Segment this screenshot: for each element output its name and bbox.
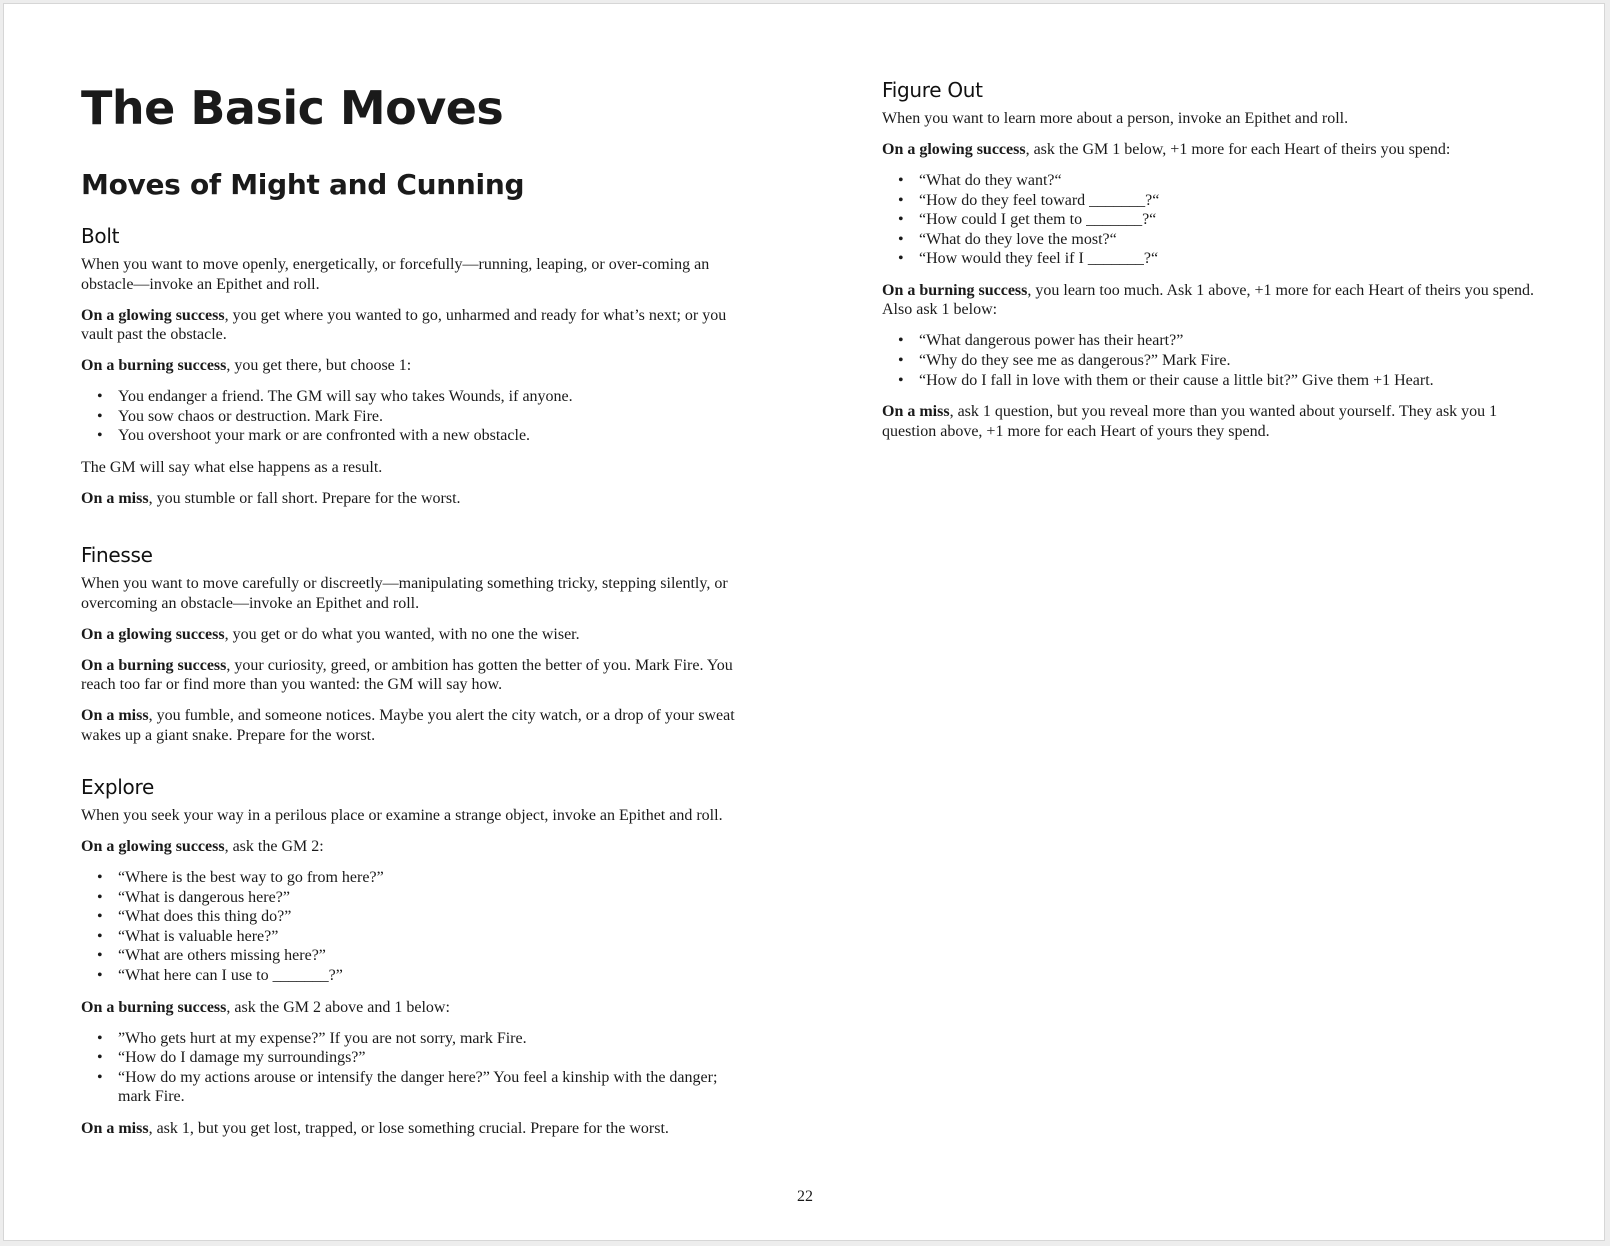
- list-item: [898, 371, 1542, 391]
- list-item-text: “How do they feel toward _______?“: [919, 191, 1160, 209]
- glowing-success: [81, 306, 741, 345]
- list-item-text: “What are others missing here?”: [118, 947, 326, 965]
- page-title: The Basic Moves: [81, 81, 504, 135]
- result-label: On a miss: [81, 707, 149, 724]
- list-item: [97, 966, 741, 986]
- list-item-text: “How do I damage my surroundings?”: [118, 1049, 366, 1067]
- bullet-icon: •: [898, 332, 904, 350]
- bullet-icon: •: [97, 966, 103, 984]
- bullet-icon: •: [898, 211, 904, 229]
- page-number: 22: [797, 1188, 813, 1205]
- miss-result: [81, 706, 741, 745]
- list-item-text: “How do I fall in love with them or their cause a little bit?” Give them +1 Heart.: [919, 371, 1434, 389]
- bullet-icon: •: [97, 1029, 103, 1047]
- list-item: [97, 1048, 741, 1068]
- list-item: [97, 407, 741, 427]
- move-name: Bolt: [81, 224, 120, 248]
- bullet-icon: •: [898, 172, 904, 189]
- result-note: The GM will say what else happens as a result.: [81, 458, 383, 476]
- result-label: On a glowing success: [81, 625, 225, 643]
- move-trigger: When you want to learn more about a person, invoke an Epithet and roll.: [882, 110, 1349, 127]
- list-item-text: You overshoot your mark or are confronted with a new obstacle.: [118, 427, 531, 445]
- miss-result: [81, 489, 741, 509]
- list-item: [898, 171, 1542, 191]
- move-figure-out: [882, 77, 1542, 453]
- result-label: On a miss: [81, 489, 149, 507]
- burning-success: [81, 356, 741, 376]
- bullet-icon: •: [898, 352, 904, 370]
- list-item-text: “What does this thing do?”: [118, 908, 292, 926]
- list-item-text: “What do they want?“: [919, 172, 1062, 189]
- list-item: [898, 249, 1542, 269]
- result-label: On a burning success: [81, 998, 227, 1016]
- list-item: [97, 888, 741, 908]
- bullet-icon: •: [97, 908, 103, 926]
- list-item-text: “What dangerous power has their heart?”: [919, 332, 1184, 350]
- list-item: [97, 387, 741, 407]
- result-text: , ask 1 question, but you reveal more than you wanted about yourself. They ask you 1 question above, +1 more for each Heart of yours they spend.: [882, 403, 1498, 440]
- bullet-icon: •: [898, 191, 904, 209]
- list-item: [898, 191, 1542, 211]
- result-text: , you fumble, and someone notices. Maybe you alert the city watch, or a drop of your sweat wakes up a giant snake. Prepare for the worst.: [81, 707, 735, 744]
- list-item-text: “How do my actions arouse or intensify the danger here?” You feel a kinship with the danger; mark Fire.: [118, 1068, 718, 1106]
- burning-success: [81, 998, 741, 1018]
- list-item: [97, 907, 741, 927]
- bullet-icon: •: [97, 927, 103, 945]
- result-label: On a glowing success: [81, 306, 225, 324]
- list-item-text: ”Who gets hurt at my expense?” If you are not sorry, mark Fire.: [118, 1029, 527, 1047]
- result-text: , ask the GM 2 above and 1 below:: [226, 998, 450, 1016]
- list-item: [898, 331, 1542, 351]
- result-label: On a miss: [882, 403, 950, 421]
- bullet-icon: •: [97, 1068, 103, 1086]
- list-item-text: “Why do they see me as dangerous?” Mark Fire.: [919, 352, 1231, 370]
- result-label: On a glowing success: [882, 141, 1026, 158]
- list-item-text: You sow chaos or destruction. Mark Fire.: [118, 407, 384, 425]
- glowing-success: [882, 140, 1542, 160]
- section-title: Moves of Might and Cunning: [81, 168, 525, 201]
- question-list: [81, 1029, 741, 1107]
- list-item: [898, 210, 1542, 230]
- list-item: [97, 1029, 741, 1049]
- list-item-text: “How could I get them to _______?“: [919, 211, 1157, 229]
- result-text: , you learn too much. Ask 1 above, +1 more for each Heart of theirs you spend. Also ask 1 below:: [882, 281, 1535, 319]
- result-label: On a burning success: [81, 656, 227, 674]
- result-text: , you get where you wanted to go, unharmed and ready for what’s next; or you vault past the obstacle.: [81, 306, 727, 343]
- bullet-icon: •: [898, 230, 904, 248]
- question-list: [882, 331, 1542, 390]
- list-item: [97, 946, 741, 966]
- list-item: [898, 230, 1542, 250]
- list-item: [97, 426, 741, 446]
- bullet-icon: •: [97, 427, 103, 445]
- result-text: , your curiosity, greed, or ambition has gotten the better of you. Mark Fire. You reach too far or find more than you wanted: the GM will say how.: [81, 656, 733, 693]
- result-label: On a burning success: [882, 281, 1028, 299]
- list-item-text: “What do they love the most?“: [919, 230, 1117, 248]
- move-trigger: When you seek your way in a perilous place or examine a strange object, invoke an Epithet and roll.: [81, 807, 723, 824]
- list-item: [898, 351, 1542, 371]
- bullet-icon: •: [898, 250, 904, 268]
- list-item-text: “Where is the best way to go from here?”: [118, 869, 384, 886]
- result-text: , you get there, but choose 1:: [226, 357, 412, 374]
- move-trigger: When you want to move openly, energetically, or forcefully—running, leaping, or over-coming an obstacle—invoke an Epithet and roll.: [81, 256, 710, 293]
- result-text: , ask the GM 1 below, +1 more for each Heart of theirs you spend:: [1025, 141, 1451, 158]
- option-list: [81, 387, 741, 446]
- glowing-success: [81, 625, 741, 645]
- miss-result: [882, 402, 1542, 441]
- result-text: , ask the GM 2:: [224, 838, 324, 855]
- bullet-icon: •: [97, 1049, 103, 1067]
- move-bolt: [81, 223, 741, 520]
- bullet-icon: •: [97, 947, 103, 965]
- list-item-text: “How would they feel if I _______?“: [919, 250, 1159, 268]
- result-label: On a burning success: [81, 357, 227, 374]
- list-item: [97, 1068, 741, 1107]
- bullet-icon: •: [97, 869, 103, 886]
- list-item: [97, 868, 741, 888]
- result-text: , ask 1, but you get lost, trapped, or lose something crucial. Prepare for the worst.: [148, 1119, 669, 1137]
- move-name: Figure Out: [882, 78, 983, 102]
- result-label: On a glowing success: [81, 838, 225, 855]
- move-name: Explore: [81, 775, 154, 799]
- question-list: [882, 171, 1542, 269]
- bullet-icon: •: [97, 407, 103, 425]
- move-trigger: When you want to move carefully or discreetly—manipulating something tricky, stepping silently, or overcoming an obstacle—invoke an Epithet and roll.: [81, 575, 728, 612]
- list-item-text: You endanger a friend. The GM will say who takes Wounds, if anyone.: [118, 388, 573, 405]
- burning-success: [882, 281, 1542, 320]
- result-text: , you stumble or fall short. Prepare for the worst.: [148, 489, 461, 507]
- result-text: , you get or do what you wanted, with no one the wiser.: [224, 625, 580, 643]
- bullet-icon: •: [97, 388, 103, 405]
- miss-result: [81, 1119, 741, 1139]
- result-label: On a miss: [81, 1119, 149, 1137]
- bullet-icon: •: [898, 371, 904, 389]
- question-list: [81, 868, 741, 986]
- list-item-text: “What here can I use to _______?”: [118, 966, 343, 984]
- list-item: [97, 927, 741, 947]
- move-name: Finesse: [81, 543, 153, 567]
- document-page: [3, 3, 1605, 1241]
- glowing-success: [81, 837, 741, 857]
- list-item-text: “What is dangerous here?”: [118, 888, 290, 906]
- list-item-text: “What is valuable here?”: [118, 927, 279, 945]
- bullet-icon: •: [97, 888, 103, 906]
- burning-success: [81, 656, 741, 695]
- move-finesse: [81, 542, 741, 757]
- move-explore: [81, 774, 741, 1150]
